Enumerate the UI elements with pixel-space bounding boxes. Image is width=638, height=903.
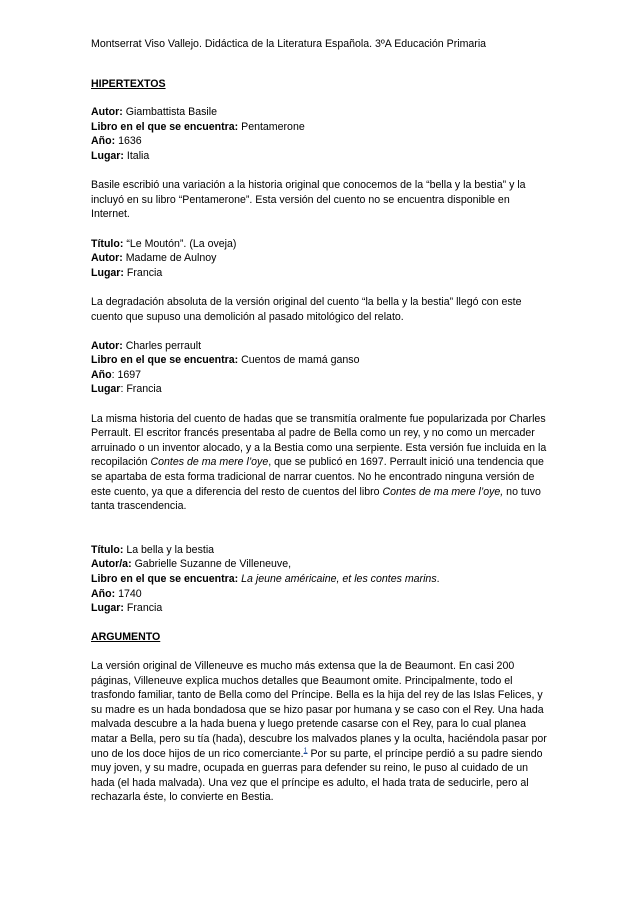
field-label: Lugar: [91,149,124,162]
field-value: Charles perrault [125,339,202,352]
text-run: no tuvo tanta trascendencia. [91,485,541,513]
field-value: Gabrielle Suzanne de Villeneuve, [134,558,292,571]
text-run: La misma historia del cuento de hadas que se transmitía oralmente fue popularizada por Charles Perrault. El escritor francés presentaba al padre de Bella como un rey, y no como un mercader arruinado o un inventor alocado, y a la Bestia como una serpiente. Esta versión fue incluida en la recopilación [91,412,547,469]
field-value: 1740 [118,587,142,600]
paragraph [91,412,549,514]
field-label: Libro en el que se encuentra: [91,120,239,133]
field-label: Libro en el que se encuentra: [91,354,239,367]
section-heading-hipertextos: HIPERTEXTOS [91,77,166,90]
entry-basile [91,105,549,222]
field-value: La bella y la bestia [126,543,215,556]
field-label: Autor: [91,106,123,119]
field-value: Italia [126,149,150,162]
field-label: Año: [91,587,116,600]
entry-perrault: Autor: Charles perrault Libro en el que se encuentra: Cuentos de mamá ganso Año: 1697 Lugar: Francia La misma historia del cuento de hadas que se transmitía oralmente fue popularizada por Charles Perrault. El escritor francés presentaba al padre de Bella como un rey, y no como un mercader arruinado o un inventor alocado, y a la Bestia como una serpiente. Esta versión fue incluida en la recopilación Contes de ma mere l’oye, que se publicó en 1697. Perrault inició una tendencia que se apartaba de esta forma tradicional de narrar cuentos. No he encontrado ninguna versión de este cuento, ya que a diferencia del resto de cuentos del libro Contes de ma mere l’oye, no tuvo tanta trascendencia. [91,339,549,514]
text-run: , que se publicó en 1697. Perrault inició una tendencia que se apartaba de esta forma tradicional de narrar cuentos. No he encontrado ninguna versión de este cuento, ya que a diferencia del resto de cuentos del libro [91,456,544,498]
book-title: Contes de ma mere l’oye, [382,485,504,498]
footnote-link[interactable]: 1 [303,747,308,754]
field-label: Año [91,368,112,381]
field-label: Título: [91,237,124,250]
paragraph: La degradación absoluta de la versión original del cuento “la bella y la bestia” llegó con este cuento que supuso una demolición al pasado mitológico del relato. [91,295,522,323]
field-value: “Le Moutón”. (La oveja) [126,237,237,250]
field-value: Francia [126,383,162,396]
entry-villeneuve [91,543,549,616]
field-label: Autor: [91,339,123,352]
argumento-paragraph [91,659,549,805]
field-value: La jeune américaine, et les contes marins [241,573,437,585]
field-value: Madame de Aulnoy [125,252,217,265]
text-run: La versión original de Villeneuve es mucho más extensa que la de Beaumont. En casi 200 páginas, Villeneuve explica muchos detalles que Beaumont omite. Principalmente, todo el trasfondo familiar, tanto de Bella como del Príncipe. Bella es la hija del rey de las Islas Felices, y su madre es un hada bondadosa que se hizo pasar por humana y se caso con el Rey. Una hada malvada descubre a la hada buena y luego pretende casarse con el Rey, para lo cual planea matar a Bella, pero su tía (hada), descubre los malvados planes y la oculta, haciéndola pasar por uno de los doce hijos de un rico comerciante. [91,659,547,760]
field-label: Lugar: [91,266,124,279]
field-label: Año: [91,135,116,148]
section-heading-argumento: ARGUMENTO [91,631,161,644]
book-title: Contes de ma mere l’oye [150,456,269,469]
field-value: Pentamerone [241,120,305,133]
field-label: Lugar: [91,602,124,615]
page-header: Montserrat Viso Vallejo. Didáctica de la Literatura Española. 3ºA Educación Primaria [91,38,487,50]
paragraph: Basile escribió una variación a la historia original que conocemos de la “bella y la bestia” y la incluyó en su libro “Pentamerone”. Esta versión del cuento no se encuentra disponible en Internet. [91,179,526,221]
field-value: 1697 [117,368,142,381]
field-value: 1636 [118,135,142,148]
entry-aulnoy [91,237,549,325]
field-label: Libro en el que se encuentra: [91,573,239,585]
text-run: . [436,573,440,585]
field-value: Francia [126,602,163,615]
field-value: Cuentos de mamá ganso [241,354,360,367]
field-value: Francia [126,266,163,279]
field-label: Autor: [91,252,123,265]
document-page [91,37,549,805]
text-run: Por su parte, el príncipe perdió a su padre siendo muy joven, y su madre, ocupada en guerras para defender su reino, le puso al cuidado de un hada (el hada malvada). Una vez que el príncipe es adulto, el hada trata de seducirle, pero al rechazarla éste, lo convierte en Bestia. [91,747,543,804]
field-value: Giambattista Basile [125,106,217,119]
field-label: Autor/a: [91,558,132,571]
field-label: Lugar [91,383,121,396]
field-label: Título: [91,543,124,556]
